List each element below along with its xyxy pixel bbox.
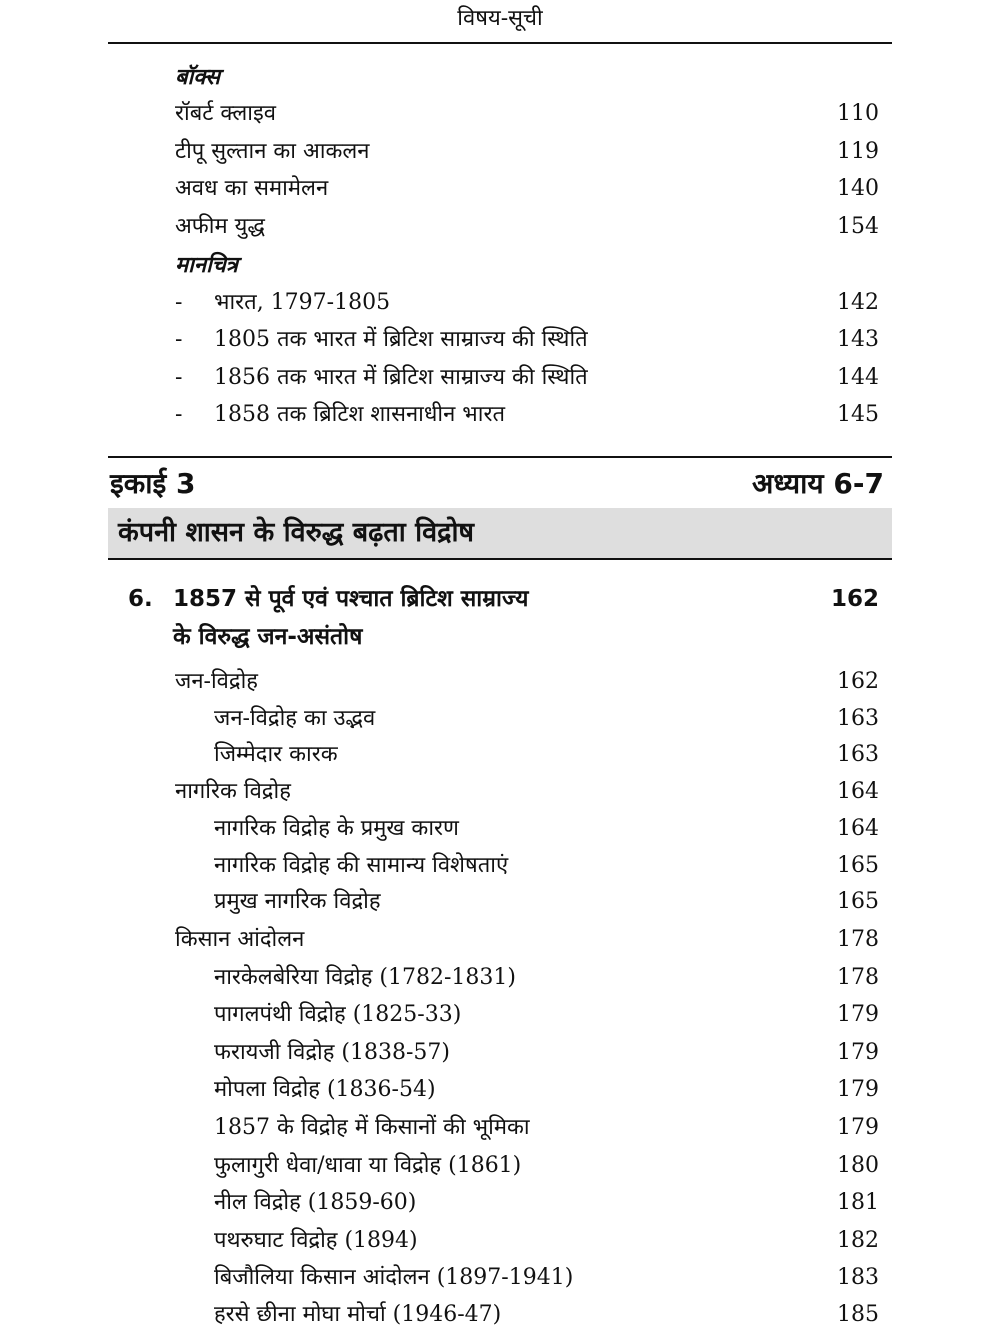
entry-title: 1857 के विद्रोह में किसानों की भूमिका xyxy=(214,1115,530,1140)
entry-title: रॉबर्ट क्लाइव xyxy=(175,101,276,126)
dash-bullet: - xyxy=(175,290,183,315)
entry-title: हरसे छीना मोघा मोर्चा (1946-47) xyxy=(214,1302,502,1327)
entry-page: 182 xyxy=(837,1228,879,1253)
entry-page: 164 xyxy=(837,816,879,841)
unit-label: इकाई 3 xyxy=(110,467,196,500)
entry-title: भारत, 1797-1805 xyxy=(214,290,391,315)
toc-entry[interactable] xyxy=(0,812,1000,846)
entry-page: 163 xyxy=(837,706,879,731)
entry-page: 179 xyxy=(837,1002,879,1027)
entry-title: जिम्मेदार कारक xyxy=(214,742,338,767)
entry-page: 183 xyxy=(837,1265,879,1290)
toc-entry[interactable] xyxy=(0,323,1000,357)
entry-page: 164 xyxy=(837,779,879,804)
toc-entry[interactable] xyxy=(0,998,1000,1032)
toc-entry[interactable] xyxy=(0,1149,1000,1183)
unit-title-rule xyxy=(108,558,892,560)
toc-entry[interactable] xyxy=(0,1036,1000,1070)
boxes-heading: बॉक्स xyxy=(175,64,220,90)
entry-title: 1805 तक भारत में ब्रिटिश साम्राज्य की स्थिति xyxy=(214,327,588,352)
chapter-heading[interactable] xyxy=(0,580,1000,660)
entry-page: 154 xyxy=(837,214,879,239)
entry-title: पागलपंथी विद्रोह (1825-33) xyxy=(214,1002,462,1027)
entry-page: 179 xyxy=(837,1077,879,1102)
entry-page: 163 xyxy=(837,742,879,767)
toc-entry[interactable] xyxy=(0,97,1000,131)
entry-title: अफीम युद्ध xyxy=(175,214,265,239)
toc-entry[interactable] xyxy=(0,286,1000,320)
chapter-title-line1: 1857 से पूर्व एवं पश्चात ब्रिटिश साम्राज्य xyxy=(173,586,529,612)
toc-entry[interactable] xyxy=(0,172,1000,206)
unit-title-band xyxy=(108,508,892,558)
entry-page: 144 xyxy=(837,365,879,390)
entry-page: 179 xyxy=(837,1040,879,1065)
toc-entry[interactable] xyxy=(0,885,1000,919)
unit-heading xyxy=(108,462,892,506)
chapter-page: 162 xyxy=(830,586,879,612)
entry-page: 178 xyxy=(837,965,879,990)
entry-title: फुलागुरी धेवा/धावा या विद्रोह (1861) xyxy=(214,1153,522,1178)
entry-title: अवध का समामेलन xyxy=(175,176,329,201)
entry-page: 178 xyxy=(837,927,879,952)
dash-bullet: - xyxy=(175,402,183,427)
toc-entry[interactable] xyxy=(0,702,1000,736)
entry-page: 181 xyxy=(837,1190,879,1215)
toc-entry[interactable] xyxy=(0,1111,1000,1145)
entry-page: 165 xyxy=(837,889,879,914)
toc-entry[interactable] xyxy=(0,961,1000,995)
entry-title: मोपला विद्रोह (1836-54) xyxy=(214,1077,436,1102)
entry-title: किसान आंदोलन xyxy=(175,927,305,952)
chapter-number: 6. xyxy=(128,586,153,612)
toc-entry[interactable] xyxy=(0,923,1000,957)
toc-entry[interactable] xyxy=(0,398,1000,432)
entry-page: 165 xyxy=(837,853,879,878)
entry-title: नागरिक विद्रोह xyxy=(175,779,291,804)
entry-title: जन-विद्रोह का उद्भव xyxy=(214,706,376,731)
toc-entry[interactable] xyxy=(0,1186,1000,1220)
entry-title: नागरिक विद्रोह की सामान्य विशेषताएं xyxy=(214,853,509,878)
entry-page: 119 xyxy=(837,139,879,164)
unit-rule xyxy=(108,456,892,458)
dash-bullet: - xyxy=(175,365,183,390)
entry-title: फरायजी विद्रोह (1838-57) xyxy=(214,1040,451,1065)
toc-entry[interactable] xyxy=(0,135,1000,169)
entry-page: 143 xyxy=(837,327,879,352)
maps-heading-row xyxy=(0,248,1000,282)
entry-title: नील विद्रोह (1859-60) xyxy=(214,1190,417,1215)
toc-entry[interactable] xyxy=(0,775,1000,809)
entry-title: पथरुघाट विद्रोह (1894) xyxy=(214,1228,418,1253)
toc-entry[interactable] xyxy=(0,1261,1000,1295)
boxes-heading-row xyxy=(0,60,1000,94)
entry-title: नागरिक विद्रोह के प्रमुख कारण xyxy=(214,816,459,841)
chapter-title-line2: के विरुद्ध जन-असंतोष xyxy=(173,624,363,650)
entry-page: 142 xyxy=(837,290,879,315)
entry-page: 179 xyxy=(837,1115,879,1140)
unit-chapters: अध्याय 6-7 xyxy=(752,467,884,500)
entry-title: प्रमुख नागरिक विद्रोह xyxy=(214,889,381,914)
toc-entry[interactable] xyxy=(0,1073,1000,1107)
entry-page: 185 xyxy=(837,1302,879,1327)
entry-page: 110 xyxy=(837,101,879,126)
toc-entry[interactable] xyxy=(0,738,1000,772)
dash-bullet: - xyxy=(175,327,183,352)
entry-page: 180 xyxy=(837,1153,879,1178)
entry-page: 162 xyxy=(837,669,879,694)
entry-title: 1858 तक ब्रिटिश शासनाधीन भारत xyxy=(214,402,505,427)
unit-title: कंपनी शासन के विरुद्ध बढ़ता विद्रोष xyxy=(118,517,475,548)
entry-title: 1856 तक भारत में ब्रिटिश साम्राज्य की स्थिति xyxy=(214,365,588,390)
toc-entry[interactable] xyxy=(0,1298,1000,1332)
entry-title: बिजौलिया किसान आंदोलन (1897-1941) xyxy=(214,1265,574,1290)
maps-heading: मानचित्र xyxy=(175,252,238,278)
header-rule xyxy=(108,42,892,44)
toc-entry[interactable] xyxy=(0,361,1000,395)
toc-entry[interactable] xyxy=(0,210,1000,244)
entry-title: टीपू सुल्तान का आकलन xyxy=(175,139,370,164)
entry-title: जन-विद्रोह xyxy=(175,669,258,694)
entry-page: 140 xyxy=(837,176,879,201)
running-head: विषय-सूची xyxy=(457,6,543,31)
entry-title: नारकेलबेरिया विद्रोह (1782-1831) xyxy=(214,965,516,990)
entry-page: 145 xyxy=(837,402,879,427)
toc-entry[interactable] xyxy=(0,665,1000,699)
toc-entry[interactable] xyxy=(0,1224,1000,1258)
toc-entry[interactable] xyxy=(0,849,1000,883)
